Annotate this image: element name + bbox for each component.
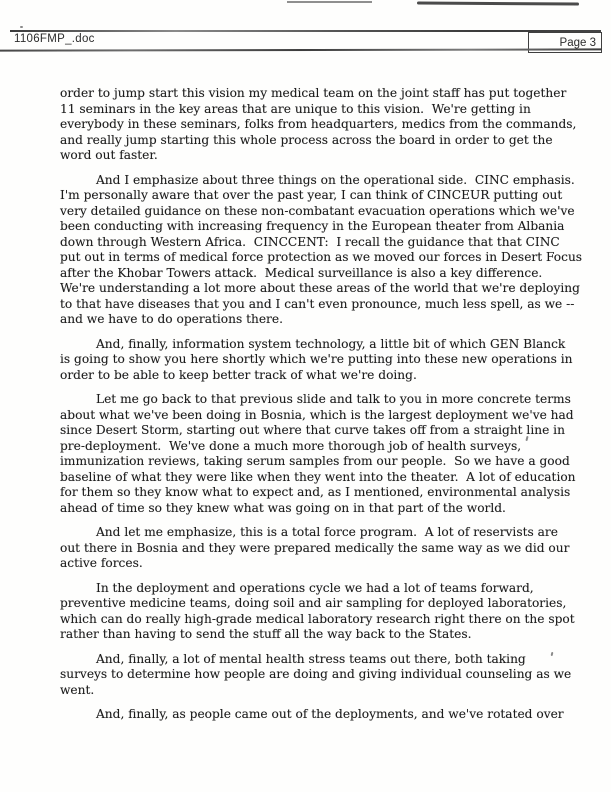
page-number-label: Page 3 <box>559 36 596 49</box>
text-line: surveys to determine how people are doing and giving individual counseling as we <box>60 667 572 681</box>
paragraph <box>60 652 572 699</box>
paragraph <box>60 86 577 164</box>
text-line: I'm personally aware that over the past year, I can think of CINCEUR putting out <box>60 188 563 202</box>
document-body <box>60 86 583 732</box>
text-line: order to be able to keep better track of what we're doing. <box>60 367 417 382</box>
text-line: put out in terms of medical force protection as we moved our forces in Desert Focus <box>60 250 583 264</box>
text-line: pre-deployment. We've done a much more thorough job of health surveys, <box>60 438 522 453</box>
text-line: word out faster. <box>60 148 158 162</box>
text-line: everybody in these seminars, folks from headquarters, medics from the commands, <box>60 117 577 131</box>
text-line: In the deployment and operations cycle we had a lot of teams forward, <box>96 580 534 595</box>
text-line: and we have to do operations there. <box>60 312 283 326</box>
text-line: active forces. <box>60 556 143 570</box>
scan-artifact-line <box>287 1 372 3</box>
text-line: about what we've been doing in Bosnia, which is the largest deployment we've had <box>60 407 574 422</box>
text-line: order to jump start this vision my medical team on the joint staff has put together <box>60 86 567 100</box>
paragraph <box>60 580 575 643</box>
text-line: went. <box>60 682 95 697</box>
filename-label: 1106FMP_.doc <box>14 33 95 45</box>
scan-speck <box>20 26 23 28</box>
text-line: since Desert Storm, starting out where that curve takes off from a straight line in <box>60 423 565 437</box>
paragraph <box>60 707 572 723</box>
paragraph <box>60 337 572 384</box>
text-line: And, finally, a lot of mental health stress teams out there, both taking <box>96 651 526 666</box>
text-line: immunization reviews, taking serum samples from our people. So we have a good <box>60 454 570 468</box>
text-line: rather than having to send the stuff all the way back to the States. <box>60 627 472 641</box>
text-line: for them so they know what to expect and, as I mentioned, environmental analysis <box>60 485 571 499</box>
text-line: and really jump starting this whole process across the board in order to get the <box>60 132 553 147</box>
text-line: is going to show you here shortly which we're putting into these new operations in <box>60 352 573 366</box>
text-line: down through Western Africa. CINCCENT: I recall the guidance that that CINC <box>60 234 560 249</box>
text-line: And let me emphasize, this is a total force program. A lot of reservists are <box>96 525 558 539</box>
text-line: And, finally, information system technology, a little bit of which GEN Blanck <box>96 336 566 351</box>
paragraph <box>60 392 576 516</box>
text-line: Let me go back to that previous slide and talk to you in more concrete terms <box>96 392 571 406</box>
text-line: And I emphasize about three things on the operational side. CINC emphasis. <box>96 172 575 187</box>
text-line: We're understanding a lot more about these areas of the world that we're deploying <box>60 281 580 295</box>
paragraph <box>60 172 583 328</box>
header-rule-bottom <box>0 48 601 51</box>
text-line: preventive medicine teams, doing soil and air sampling for deployed laboratories, <box>60 596 567 610</box>
text-line: baseline of what they were like when they went into the theater. A lot of education <box>60 469 576 484</box>
text-line: out there in Bosnia and they were prepared medically the same way as we did our <box>60 540 570 555</box>
text-line: to that have diseases that you and I can't even pronounce, much less spell, as we -- <box>60 296 575 311</box>
text-line: after the Khobar Towers attack. Medical surveillance is also a key difference. <box>60 265 543 280</box>
text-line: which can do really high-grade medical laboratory research right there on the spot <box>60 611 575 626</box>
text-line: been conducting with increasing frequency in the European theater from Albania <box>60 219 565 233</box>
paragraph <box>60 525 572 572</box>
text-line: ahead of time so they knew what was going on in that part of the world. <box>60 500 506 515</box>
text-line: And, finally, as people came out of the deployments, and we've rotated over <box>96 707 564 721</box>
header-rule-top <box>10 30 601 32</box>
text-line: very detailed guidance on these non-combatant evacuation operations which we've <box>60 203 575 218</box>
scan-artifact-line <box>417 1 579 5</box>
text-line: 11 seminars in the key areas that are unique to this vision. We're getting in <box>60 101 531 116</box>
